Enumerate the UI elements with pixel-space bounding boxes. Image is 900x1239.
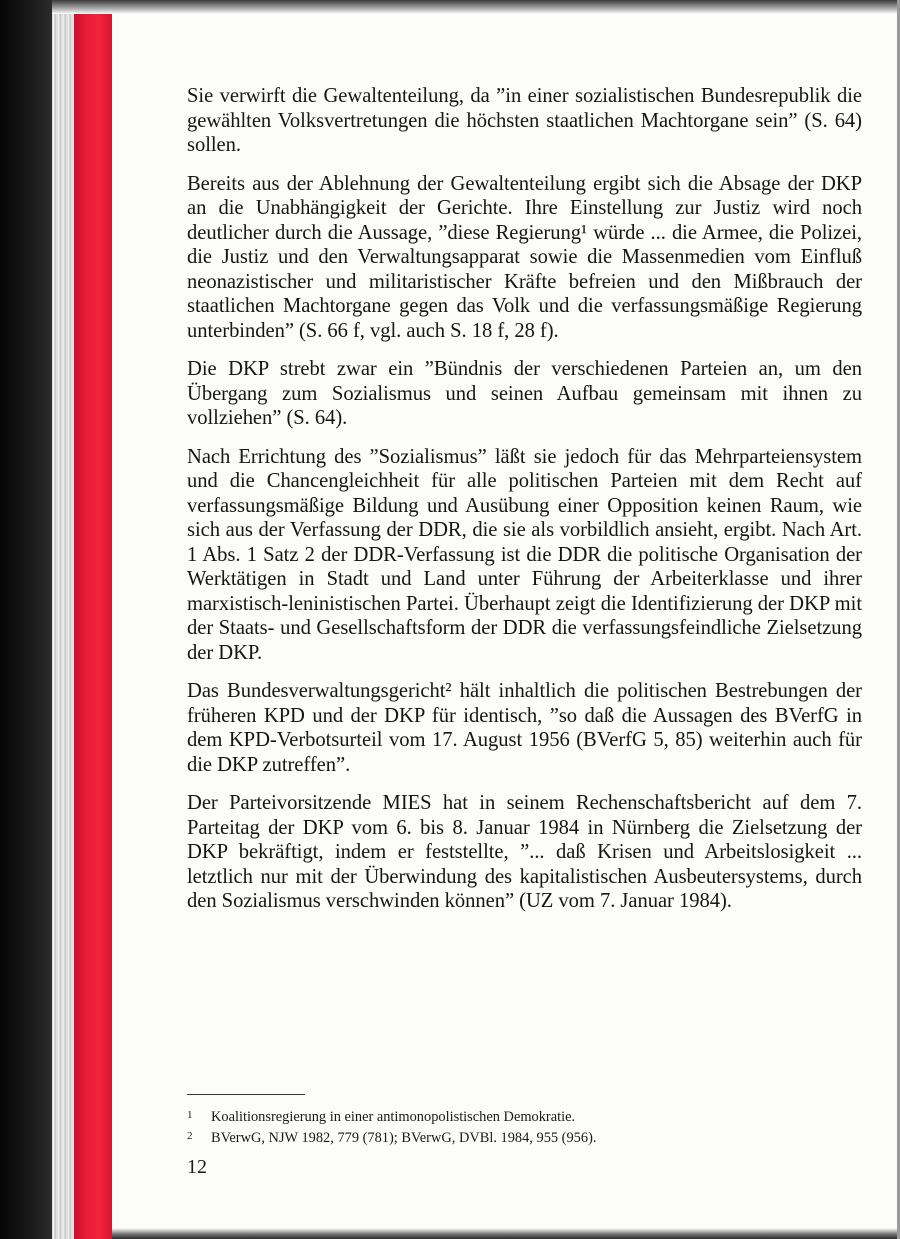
body-text — [187, 84, 862, 928]
paragraph-6: Der Parteivorsitzende MIES hat in seinem Rechenschaftsbericht auf dem 7. Parteitag der DKP vom 6. bis 8. Januar 1984 in Nürnberg die Zielsetzung der DKP bekräftigt, indem er feststellte, ”... daß Krisen und Arbeitslosigkeit ... letztlich nur mit der Überwindung des kapitalistischen Ausbeutersystems, durch den Sozialismus verschwinden können” (UZ vom 7. Januar 1984). — [187, 792, 862, 912]
footnote-number: 1 — [187, 1109, 193, 1121]
footnotes — [187, 1094, 862, 1149]
paragraph-5: Das Bundesverwaltungsgericht² hält inhaltlich die politischen Bestrebungen der früheren KPD und der DKP für identisch, ”so daß die Aussagen des BVerfG in dem KPD-Verbotsurteil vom 17. August 1956 (BVerfG 5, 85) weiterhin auch für die DKP zutreffen”. — [187, 680, 862, 776]
paragraph-3: Die DKP strebt zwar ein ”Bündnis der verschiedenen Parteien an, um den Übergang zum Sozialismus und seinen Aufbau gemeinsam mit ihnen zu vollziehen” (S. 64). — [187, 358, 862, 429]
scan-background-left — [0, 0, 52, 1239]
paragraph-2: Bereits aus der Ablehnung der Gewaltenteilung ergibt sich die Absage der DKP an die Unabhängigkeit der Gerichte. Ihre Einstellung zur Justiz wird noch deutlicher durch die Aussage, ”diese Regierung¹ würde ... die Armee, die Polizei, die Justiz und den Verwaltungsapparat sowie die Massenmedien vom Einfluß neonazistischer und militaristischer Kräfte befreien und den Mißbrauch der staatlichen Machtorgane gegen das Volk und die verfassungsmäßige Regierung unterbinden” (S. 66 f, vgl. auch S. 18 f, 28 f). — [187, 172, 862, 342]
footnote-text: Koalitionsregierung in einer antimonopolistischen Demokratie. — [211, 1109, 576, 1125]
footnote-divider — [187, 1094, 305, 1095]
footnote-2 — [187, 1128, 862, 1149]
paragraph-4: Nach Errichtung des ”Sozialismus” läßt sie jedoch für das Mehrparteiensystem und die Chancengleichheit für alle politischen Parteien mit dem Recht auf verfassungsmäßige Bildung und Ausübung einer Opposition keinen Raum, wie sich aus der Verfassung der DDR, die sie als vorbildlich ansieht, ergibt. Nach Art. 1 Abs. 1 Satz 2 der DDR-Verfassung ist die DDR die politische Organisation der Werktätigen in Stadt und Land unter Führung der Arbeiterklasse und ihrer marxistisch-leninistischen Partei. Überhaupt zeigt die Identifizierung der DKP mit der Staats- und Gesellschaftsform der DDR die verfassungsfeindliche Zielsetzung der DKP. — [187, 445, 862, 664]
footnote-number: 2 — [187, 1130, 193, 1142]
red-book-spine — [74, 14, 112, 1239]
book-page — [112, 14, 897, 1228]
footnote-text: BVerwG, NJW 1982, 779 (781); BVerwG, DVBl. 1984, 955 (956). — [211, 1130, 597, 1146]
footnote-1 — [187, 1107, 862, 1128]
scan-shadow-top — [52, 0, 900, 14]
scan-shadow-bottom — [112, 1228, 900, 1239]
page-number: 12 — [187, 1156, 207, 1178]
paragraph-1: Sie verwirft die Gewaltenteilung, da ”in einer sozialistischen Bundesrepublik die gewählten Volksvertretungen die höchsten staatlichen Machtorgane sein” (S. 64) sollen. — [187, 85, 862, 156]
